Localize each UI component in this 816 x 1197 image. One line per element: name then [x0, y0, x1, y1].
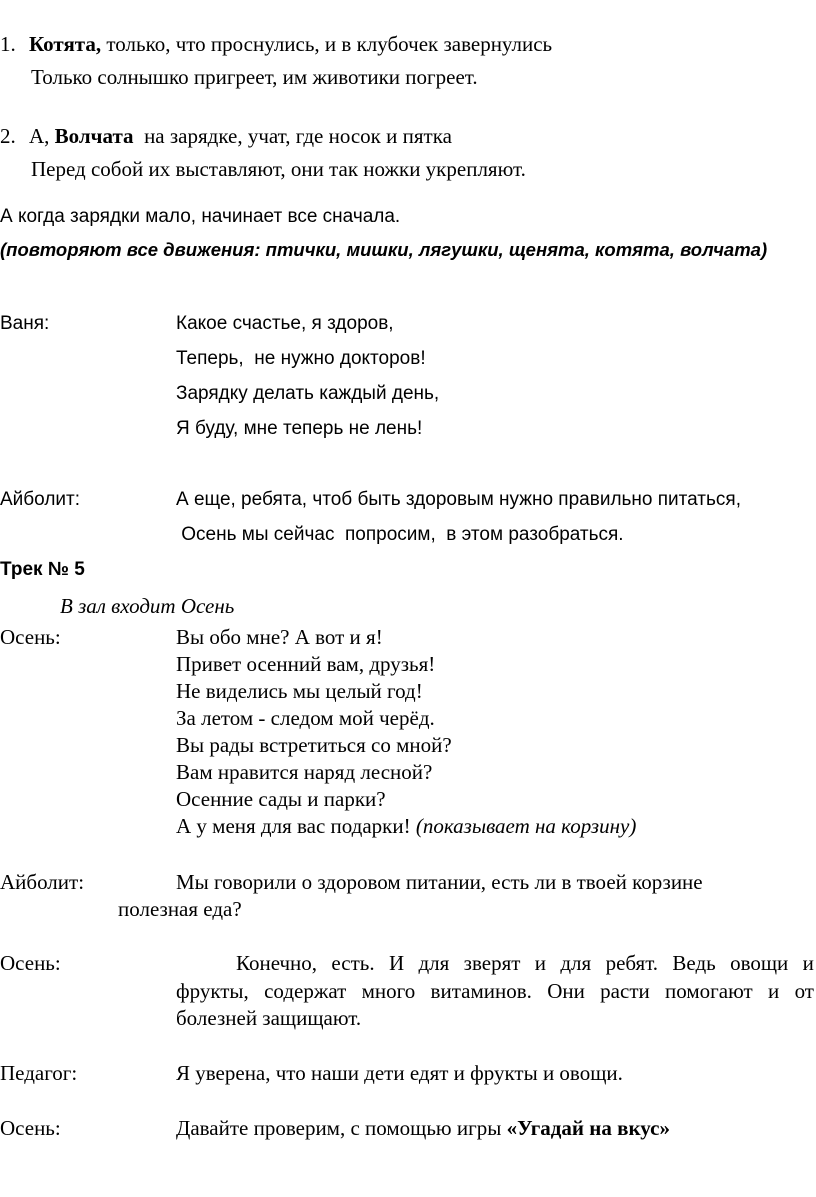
justified-word: много	[361, 979, 416, 1003]
justified-word: для	[418, 951, 450, 975]
justified-word: для	[560, 951, 592, 975]
pedagog-line: Я уверена, что наши дети едят и фрукты и овощи.	[176, 1061, 623, 1085]
stage-direction: В зал входит Осень	[60, 594, 235, 618]
after-items-line2: (повторяют все движения: птички, мишки, лягушки, щенята, котята, волчата)	[0, 239, 768, 260]
justified-word: витаминов.	[430, 979, 532, 1003]
osen1-last-italic: (показывает на корзину)	[415, 814, 637, 838]
justified-word: овощи	[730, 951, 789, 975]
justified-word: ребят.	[605, 951, 659, 975]
justified-word: зверят	[463, 951, 521, 975]
osen1-line: Осенние сады и парки?	[176, 787, 386, 811]
aibolit1-line: Осень мы сейчас попросим, в этом разобраться.	[176, 524, 624, 545]
osen1-line: Вы рады встретиться со мной?	[176, 733, 452, 757]
osen3-text: Давайте проверим, с помощью игры	[176, 1116, 507, 1140]
item2-pre: А,	[29, 124, 55, 148]
justified-word: и	[534, 951, 547, 975]
justified-word: И	[388, 951, 405, 975]
justified-word: от	[794, 979, 814, 1003]
osen1-line: Не виделись мы целый год!	[176, 679, 423, 703]
osen2-line2	[176, 981, 814, 1002]
justified-word: Конечно,	[236, 951, 318, 975]
osen3-game-title: «Угадай на вкус»	[506, 1116, 670, 1140]
justified-word: фрукты,	[176, 979, 249, 1003]
item1-line2: Только солнышко пригреет, им животики погреет.	[31, 65, 478, 89]
osen1-last-line	[176, 816, 636, 837]
osen1-line: Вы обо мне? А вот и я!	[176, 625, 383, 649]
osen2-line1	[236, 953, 814, 974]
pedagog-speaker: Педагог:	[0, 1061, 78, 1085]
after-items-line1: А когда зарядки мало, начинает все сначала.	[0, 206, 401, 227]
vanya-line: Зарядку делать каждый день,	[176, 383, 440, 404]
item1-bold-word: Котята,	[29, 32, 102, 56]
justified-word: помогают	[665, 979, 753, 1003]
osen3-line	[176, 1118, 670, 1139]
item2-line1	[0, 126, 452, 147]
justified-word: Ведь	[672, 951, 716, 975]
item2-number: 2.	[0, 124, 16, 148]
justified-word: есть.	[331, 951, 375, 975]
aibolit2-line1: Мы говорили о здоровом питании, есть ли в твоей корзине	[176, 870, 703, 894]
justified-word: и	[768, 979, 780, 1003]
item2-rest: на зарядке, учат, где носок и пятка	[133, 124, 452, 148]
aibolit2-speaker: Айболит:	[0, 870, 85, 894]
aibolit1-speaker: Айболит:	[0, 489, 80, 510]
item1-number: 1.	[0, 32, 16, 56]
vanya-line: Теперь, не нужно докторов!	[176, 348, 426, 369]
aibolit2-line2: полезная еда?	[118, 897, 242, 921]
track-title: Трек № 5	[0, 559, 85, 580]
osen1-line: Вам нравится наряд лесной?	[176, 760, 433, 784]
item2-bold-word: Волчата	[54, 124, 134, 148]
osen1-last-text: А у меня для вас подарки!	[176, 814, 416, 838]
aibolit1-line: А еще, ребята, чтоб быть здоровым нужно правильно питаться,	[176, 489, 741, 510]
justified-word: и	[802, 951, 814, 975]
justified-word: Они	[547, 979, 585, 1003]
vanya-line: Я буду, мне теперь не лень!	[176, 418, 423, 439]
item1-rest: только, что проснулись, и в клубочек завернулись	[101, 32, 553, 56]
vanya-line: Какое счастье, я здоров,	[176, 313, 394, 334]
osen1-line: Привет осенний вам, друзья!	[176, 652, 436, 676]
justified-word: расти	[600, 979, 650, 1003]
item2-line2: Перед собой их выставляют, они так ножки укрепляют.	[31, 157, 526, 181]
osen1-line: За летом - следом мой черёд.	[176, 706, 435, 730]
item1-line1	[0, 34, 552, 55]
vanya-speaker: Ваня:	[0, 313, 50, 334]
osen2-line3: болезней защищают.	[176, 1006, 362, 1030]
justified-word: содержат	[264, 979, 347, 1003]
osen2-speaker: Осень:	[0, 951, 61, 975]
osen3-speaker: Осень:	[0, 1116, 61, 1140]
osen1-speaker: Осень:	[0, 625, 61, 649]
